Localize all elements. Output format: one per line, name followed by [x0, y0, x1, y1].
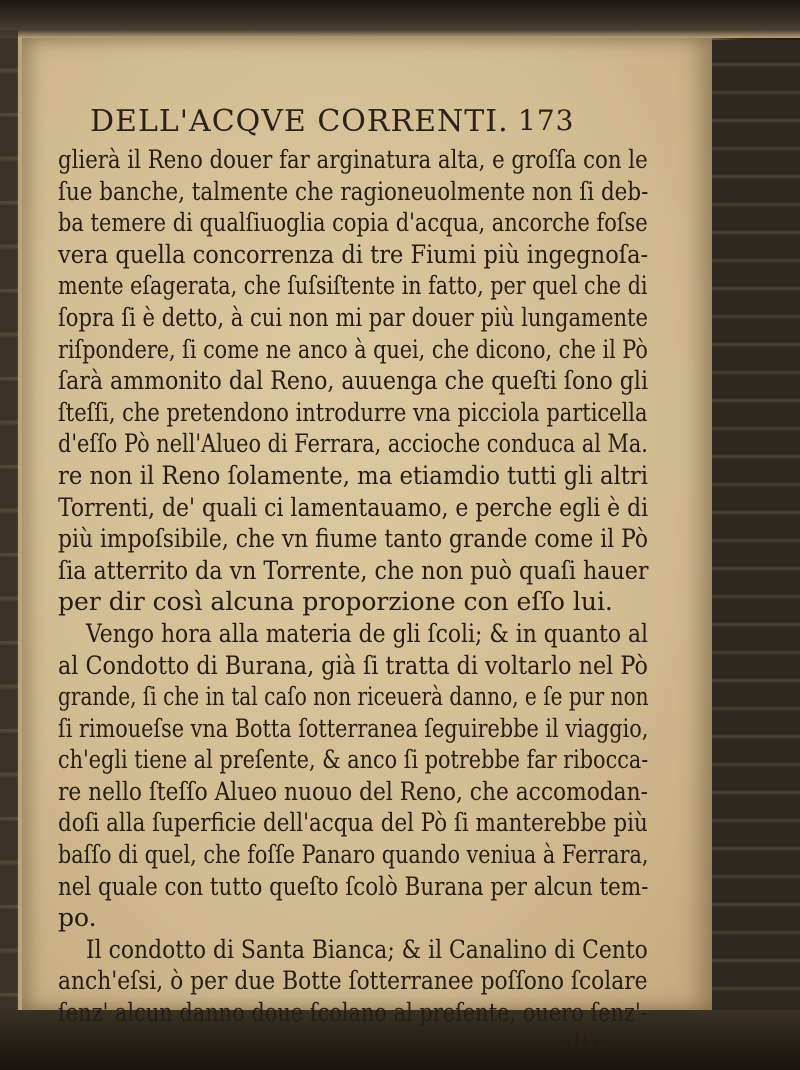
text-line: ſenz' alcun danno doue ſcolano al preſente, ouero ſenz'- — [58, 998, 648, 1028]
paragraph-first-line: Il condotto di Santa Bianca; & il Canalino di Cento — [86, 934, 648, 964]
text-line: vera quella concorrenza di tre Fiumi più ingegnoſa- — [58, 239, 649, 269]
paragraph-first-line: Vengo hora alla materia de gli ſcoli; & in quanto al — [86, 618, 648, 648]
text-line: al Condotto di Burana, già ſi tratta di voltarlo nel Pò — [58, 650, 648, 680]
text-line: ch'egli tiene al preſente, & anco ſi potrebbe far ribocca- — [58, 745, 649, 775]
text-line: Torrenti, de' quali ci lamentauamo, e perche egli è di — [58, 492, 649, 522]
text-line: ſteſſi, che pretendono introdurre vna picciola particella — [58, 397, 648, 427]
text-line: re non il Reno ſolamente, ma etiamdio tutti gli altri — [58, 460, 649, 490]
text-line: ſue banche, talmente che ragioneuolmente non ſi deb- — [58, 176, 649, 206]
text-line: ſarà ammonito dal Reno, auuenga che queſti ſono gli — [58, 366, 649, 396]
text-line: baſſo di quel, che foſſe Panaro quando veniua à Ferrara, — [58, 840, 649, 870]
text-line: glierà il Reno douer far arginatura alta, e groſſa con le — [58, 145, 648, 174]
text-line: po. — [58, 903, 97, 933]
text-line: più impoſsibile, che vn fiume tanto grande come il Pò — [58, 524, 649, 554]
catchword: altra — [558, 1029, 618, 1059]
running-header — [90, 104, 610, 144]
text-line: re nello ſteſſo Alueo nuouo del Reno, che accomodan- — [58, 776, 648, 806]
text-line: ba temere di qualſiuoglia copia d'acqua, ancorche foſse — [58, 208, 648, 238]
text-line: mente eſagerata, che ſuſsiſtente in fatto, per quel che di — [58, 271, 648, 301]
scan-top-edge — [0, 0, 800, 38]
text-line: anch'eſsi, ò per due Botte ſotterranee poſſono ſcolare — [58, 966, 648, 996]
text-line: ſia atterrito da vn Torrente, che non può quaſi hauer — [58, 555, 649, 585]
page-number: 173 — [518, 104, 575, 137]
text-line: d'eſſo Pò nell'Alueo di Ferrara, accioche conduca al Ma. — [58, 429, 648, 459]
body-text — [58, 144, 648, 1060]
text-line: nel quale con tutto queſto ſcolò Burana per alcun tem- — [58, 871, 649, 901]
header-title: DELL'ACQVE CORRENTI. — [90, 104, 509, 139]
text-line: ſi rimoueſse vna Botta ſotterranea ſeguirebbe il viaggio, — [58, 713, 649, 743]
book-left-edge — [0, 30, 18, 1040]
text-line: riſpondere, ſi come ne anco à quei, che dicono, che il Pò — [58, 334, 648, 364]
text-line: grande, ſi che in tal caſo non riceuerà danno, e ſe pur non — [58, 682, 649, 712]
book-right-edge — [708, 40, 800, 1040]
text-line: doſi alla ſuperficie dell'acqua del Pò ſi manterebbe più — [58, 808, 648, 838]
text-line: per dir così alcuna proporzione con eſſo lui. — [58, 587, 613, 617]
text-line: ſopra ſi è detto, à cui non mi par douer più lungamente — [58, 302, 649, 332]
